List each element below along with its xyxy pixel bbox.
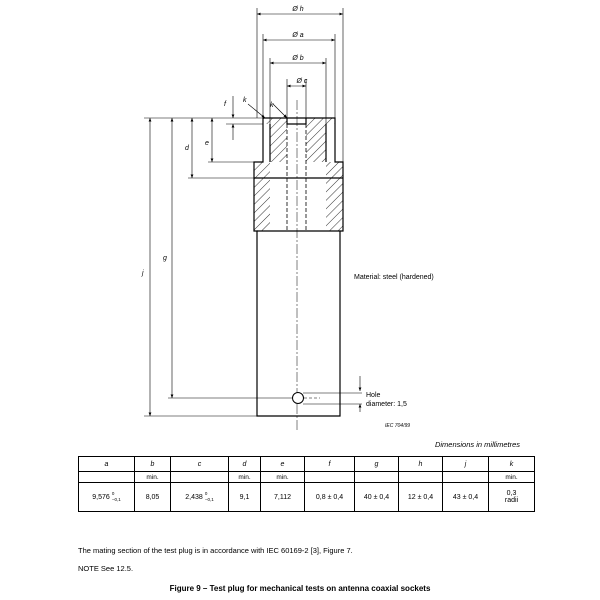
value-c-main: 2,438 — [185, 493, 203, 501]
subheader-h — [399, 472, 443, 483]
header-b: b — [135, 457, 171, 472]
label-e: e — [205, 140, 209, 147]
label-c: Ø c — [296, 78, 308, 85]
value-g: 40 ± 0,4 — [355, 483, 399, 512]
center-bore — [287, 100, 306, 430]
value-e: 7,112 — [261, 483, 305, 512]
mating-note: The mating section of the test plug is in accordance with IEC 60169-2 [3], Figure 7. — [78, 546, 353, 555]
value-c-tol-lower: −0,1 — [204, 497, 214, 502]
value-a-main: 9,576 — [92, 493, 110, 501]
value-k-line2: radii — [504, 497, 519, 504]
value-c-tolerance — [205, 491, 214, 503]
hole-label-line2: diameter: 1,5 — [366, 401, 407, 408]
header-d: d — [229, 457, 261, 472]
label-b: Ø b — [292, 55, 304, 62]
value-a-tol-lower: −0,1 — [111, 497, 121, 502]
subheader-j — [443, 472, 489, 483]
value-f: 0,8 ± 0,4 — [305, 483, 355, 512]
header-h: h — [399, 457, 443, 472]
dimension-lines-left — [144, 96, 362, 416]
subheader-d: min. — [229, 472, 261, 483]
value-h: 12 ± 0,4 — [399, 483, 443, 512]
label-g: g — [163, 255, 167, 262]
label-h: Ø h — [292, 6, 304, 13]
header-e: e — [261, 457, 305, 472]
value-k — [489, 483, 535, 512]
label-a: Ø a — [292, 32, 304, 39]
value-k-line1: 0,3 — [506, 490, 517, 497]
label-d: d — [185, 145, 189, 152]
value-j: 43 ± 0,4 — [443, 483, 489, 512]
header-g: g — [355, 457, 399, 472]
material-label: Material: steel (hardened) — [354, 274, 434, 281]
header-f: f — [305, 457, 355, 472]
subheader-b: min. — [135, 472, 171, 483]
figure-caption: Figure 9 – Test plug for mechanical tests on antenna coaxial sockets — [169, 584, 431, 593]
value-b: 8,05 — [135, 483, 171, 512]
subheader-g — [355, 472, 399, 483]
see-note: NOTE See 12.5. — [78, 564, 134, 573]
value-a — [79, 483, 135, 512]
header-j: j — [443, 457, 489, 472]
label-k-left: k — [243, 97, 247, 104]
hole-label-line1: Hole — [366, 392, 381, 399]
table-values-row — [79, 483, 535, 512]
dimensions-table — [78, 456, 535, 512]
value-a-tolerance — [112, 491, 121, 503]
subheader-f — [305, 472, 355, 483]
header-k: k — [489, 457, 535, 472]
value-c — [171, 483, 229, 512]
header-a: a — [79, 457, 135, 472]
iec-code: IEC 704/99 — [385, 423, 411, 429]
label-k-right: k — [270, 102, 274, 109]
hatched-sections — [254, 118, 343, 231]
subheader-a — [79, 472, 135, 483]
hole — [293, 393, 321, 404]
subheader-e: min. — [261, 472, 305, 483]
header-c: c — [171, 457, 229, 472]
subheader-c — [171, 472, 229, 483]
dimensions-note: Dimensions in millimetres — [434, 440, 520, 449]
label-j: j — [142, 270, 144, 277]
subheader-k: min. — [489, 472, 535, 483]
value-d: 9,1 — [229, 483, 261, 512]
value-c-tol-upper: 0 — [204, 491, 208, 496]
table-subheader-row — [79, 472, 535, 483]
label-f: f — [224, 101, 226, 108]
value-a-tol-upper: 0 — [111, 491, 115, 496]
table-header-row — [79, 457, 535, 472]
